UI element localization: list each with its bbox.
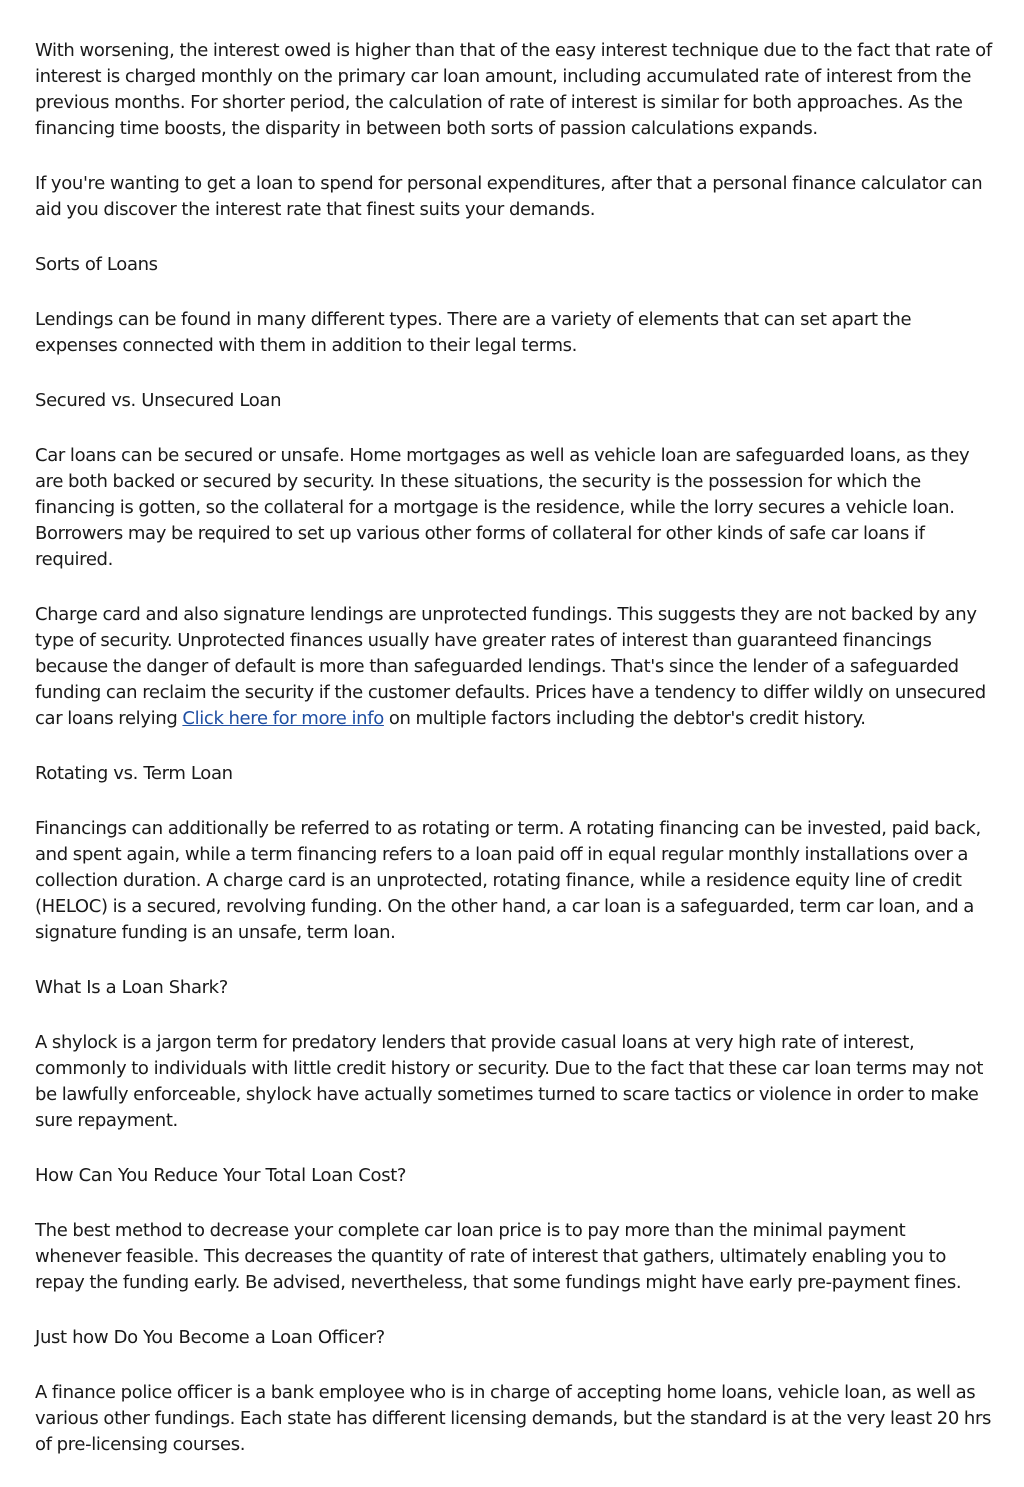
- heading-loan-shark: What Is a Loan Shark?: [35, 977, 228, 998]
- heading-rotating-vs-term: Rotating vs. Term Loan: [35, 763, 233, 784]
- paragraph-loan-shark: A shylock is a jargon term for predatory lenders that provide casual loans at very high rate of interest, commonly to individuals with little credit history or security. Due to the fact that these car loan terms may not be lawfully enforceable, shylock have actually sometimes turned to scare tactics or violence in order to make sure repayment.: [35, 1032, 984, 1131]
- heading-sorts-of-loans: Sorts of Loans: [35, 254, 158, 275]
- more-info-link[interactable]: Click here for more info: [182, 708, 384, 729]
- paragraph-loan-officer: A finance police officer is a bank employee who is in charge of accepting home loans, vehicle loan, as well as various other fundings. Each state has different licensing demands, but the standard is at the very least 20 hrs of pre-licensing courses.: [35, 1382, 992, 1455]
- paragraph-rotating-term: Financings can additionally be referred to as rotating or term. A rotating financing can be invested, paid back, and spent again, while a term financing refers to a loan paid off in equal regular monthly installations over a collection duration. A charge card is an unprotected, rotating finance, while a residence equity line of credit (HELOC) is a secured, revolving funding. On the other hand, a car loan is a safeguarded, term car loan, and a signature funding is an unsafe, term loan.: [35, 818, 981, 943]
- document-body: [35, 38, 993, 1487]
- heading-secured-vs-unsecured: Secured vs. Unsecured Loan: [35, 390, 282, 411]
- unsecured-text-before-link: Charge card and also signature lendings are unprotected fundings. This suggests they are not backed by any type of security. Unprotected finances usually have greater rates of interest than guaranteed financings because the danger of default is more than safeguarded lendings. That's since the lender of a safeguarded funding can reclaim the security if the customer defaults. Prices have a tendency to differ wildly on unsecured car loans relying: [35, 604, 986, 729]
- heading-reduce-loan-cost: How Can You Reduce Your Total Loan Cost?: [35, 1165, 407, 1186]
- paragraph-compound-interest: With worsening, the interest owed is higher than that of the easy interest technique due to the fact that rate of interest is charged monthly on the primary car loan amount, including accumulated rate of interest from the previous months. For shorter period, the calculation of rate of interest is similar for both approaches. As the financing time boosts, the disparity in between both sorts of passion calculations expands.: [35, 40, 992, 139]
- paragraph-secured-loans: Car loans can be secured or unsafe. Home mortgages as well as vehicle loan are safeguarded loans, as they are both backed or secured by security. In these situations, the security is the possession for which the financing is gotten, so the collateral for a mortgage is the residence, while the lorry secures a vehicle loan. Borrowers may be required to set up various other forms of collateral for other kinds of safe car loans if required.: [35, 445, 970, 570]
- paragraph-personal-loan-calculator: If you're wanting to get a loan to spend for personal expenditures, after that a personal finance calculator can aid you discover the interest rate that finest suits your demands.: [35, 173, 983, 220]
- heading-loan-officer: Just how Do You Become a Loan Officer?: [35, 1327, 385, 1348]
- unsecured-text-after-link: on multiple factors including the debtor's credit history.: [383, 708, 866, 729]
- paragraph-reduce-loan-cost: The best method to decrease your complete car loan price is to pay more than the minimal payment whenever feasible. This decreases the quantity of rate of interest that gathers, ultimately enabling you to repay the funding early. Be advised, nevertheless, that some fundings might have early pre-payment fines.: [35, 1220, 962, 1293]
- paragraph-unsecured-loans: [35, 602, 993, 732]
- paragraph-loan-types: Lendings can be found in many different types. There are a variety of elements that can set apart the expenses connected with them in addition to their legal terms.: [35, 309, 912, 356]
